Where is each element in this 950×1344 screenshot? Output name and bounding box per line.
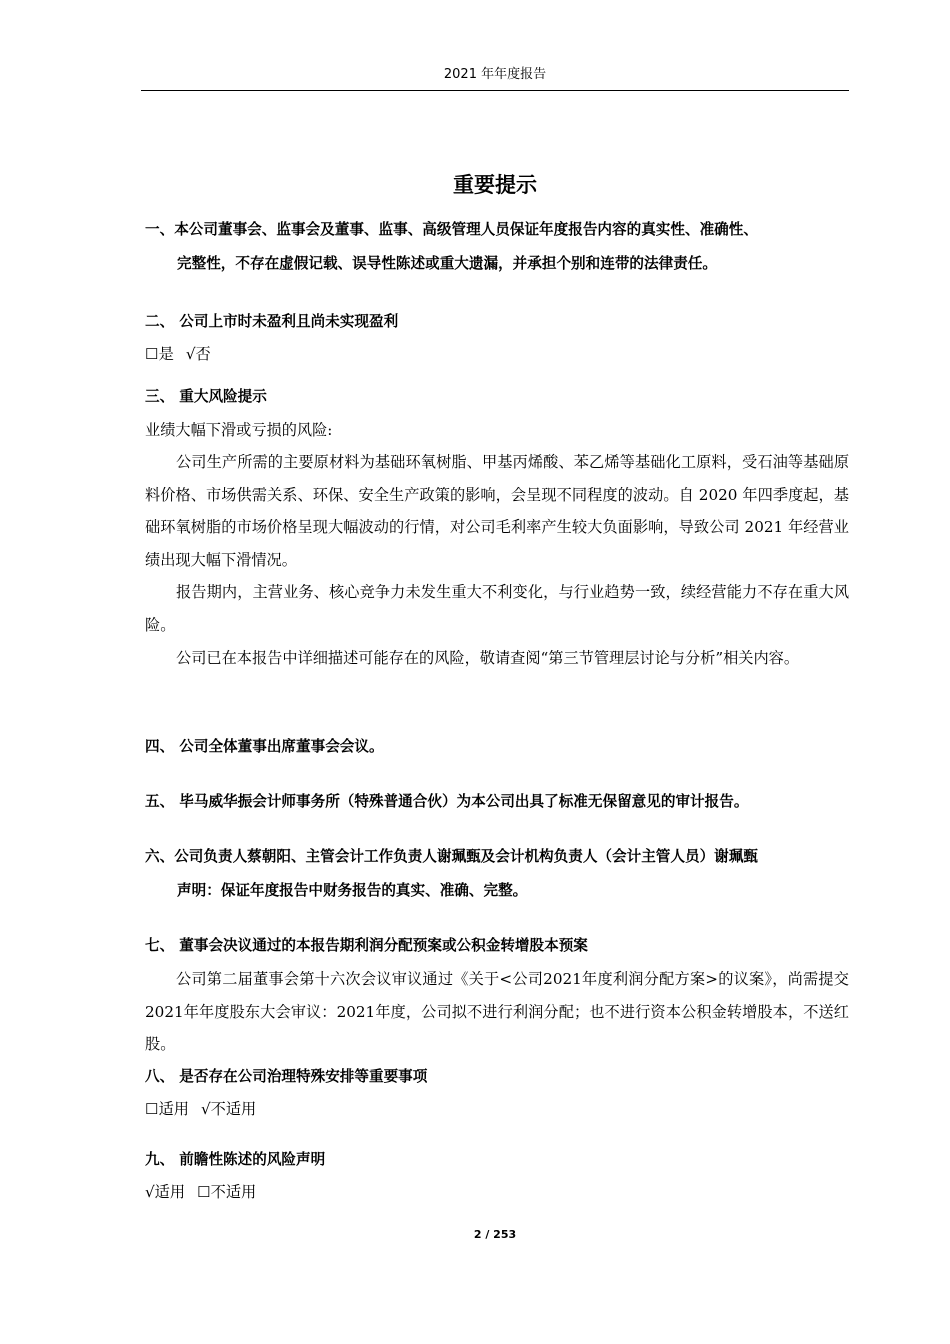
- section-3-subheading: 业绩大幅下滑或亏损的风险:: [145, 421, 333, 439]
- page-title: 重要提示: [453, 173, 537, 197]
- section-8-heading: 八、 是否存在公司治理特殊安排等重要事项: [145, 1068, 428, 1085]
- section-9-options: [145, 1176, 851, 1208]
- section-6: [145, 840, 851, 908]
- section-2-options: [145, 338, 851, 370]
- section-6-line2: 声明：保证年度报告中财务报告的真实、准确、完整。: [177, 882, 528, 899]
- section-4-heading: 四、 公司全体董事出席董事会会议。: [145, 738, 384, 755]
- section-7-paragraph: 公司第二届董事会第十六次会议审议通过《关于<公司2021年度利润分配方案>的议案》，尚需提交2021年年度股东大会审议：2021年度，公司拟不进行利润分配；也不进行资本公积金转增股本，不送红股。: [145, 970, 849, 1053]
- section-1-line1: 一、本公司董事会、监事会及董事、监事、高级管理人员保证年度报告内容的真实性、准确性、: [145, 221, 758, 238]
- section-7-heading: 七、 董事会决议通过的本报告期利润分配预案或公积金转增股本预案: [145, 937, 588, 954]
- section-3-paragraph-2: 报告期内，主营业务、核心竞争力未发生重大不利变化，与行业趋势一致，续经营能力不存在重大风险。: [145, 583, 849, 634]
- section-2-heading: 二、 公司上市时未盈利且尚未实现盈利: [145, 313, 399, 330]
- option-applicable-checkbox: ☐适用: [145, 1100, 189, 1118]
- option-no-checked: √否: [185, 345, 211, 363]
- option-yes-checkbox: ☐是: [145, 345, 174, 363]
- running-header: 2021 年年度报告: [141, 64, 849, 91]
- section-3-paragraph-3: 公司已在本报告中详细描述可能存在的风险，敬请查阅“第三节管理层讨论与分析”相关内容。: [176, 649, 800, 667]
- section-9-heading: 九、 前瞻性陈述的风险声明: [145, 1151, 326, 1168]
- section-3-paragraph-1: 公司生产所需的主要原材料为基础环氧树脂、甲基丙烯酸、苯乙烯等基础化工原料，受石油等基础原料价格、市场供需关系、环保、安全生产政策的影响，会呈现不同程度的波动。自 2020 年四季度起，基础环氧树脂的市场价格呈现大幅波动的行情，对公司毛利率产生较大负面影响，导致公司 2021 年经营业绩出现大幅下滑情况。: [145, 453, 849, 569]
- option-not-applicable-checked: √不适用: [201, 1100, 257, 1118]
- option-applicable-checked: √适用: [145, 1183, 186, 1201]
- section-1-line2: 完整性，不存在虚假记载、误导性陈述或重大遗漏，并承担个别和连带的法律责任。: [177, 255, 717, 272]
- section-8-options: [145, 1093, 851, 1125]
- section-3-heading: 三、 重大风险提示: [145, 388, 267, 405]
- section-5-heading: 五、 毕马威华振会计师事务所（特殊普通合伙）为本公司出具了标准无保留意见的审计报告。: [145, 793, 749, 810]
- section-6-line1: 六、公司负责人蔡朝阳、主管会计工作负责人谢珮甄及会计机构负责人（会计主管人员）谢珮甄: [145, 848, 758, 865]
- section-1: [145, 213, 851, 281]
- page-number: 2 / 253: [473, 1228, 517, 1241]
- option-not-applicable-checkbox: ☐不适用: [197, 1183, 257, 1201]
